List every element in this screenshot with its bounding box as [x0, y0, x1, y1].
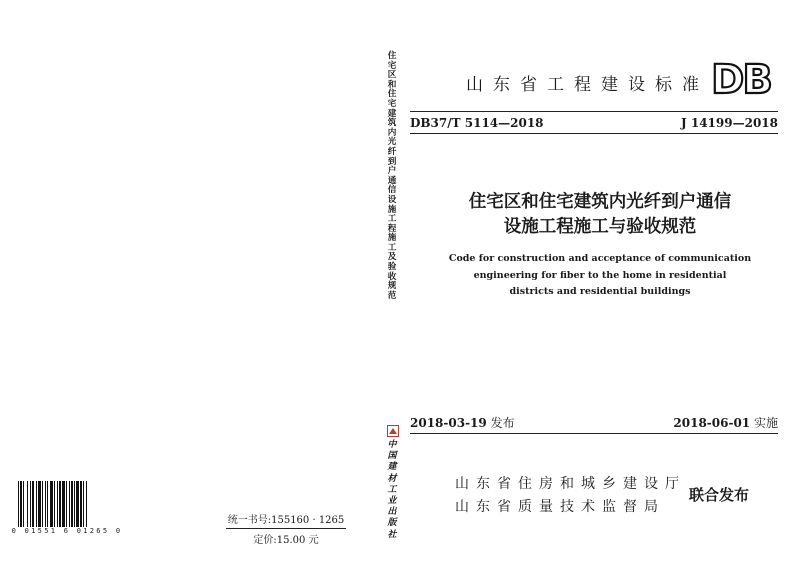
- spine-title-char: 和: [387, 79, 397, 90]
- spine-publisher-char: 版: [387, 518, 397, 529]
- implementation-date-value: 2018-06-01: [673, 416, 751, 430]
- issuer-2: 山东省质量技术监督局: [455, 499, 665, 515]
- spine-publisher-char: 社: [387, 529, 397, 540]
- barcode-bar: [42, 481, 43, 527]
- spine-publisher-char: 建: [387, 462, 397, 473]
- implementation-label: 实施: [753, 416, 778, 430]
- spine-title-char: 住: [387, 89, 397, 100]
- spine-title-char: 建: [387, 108, 397, 119]
- barcode-bar: [71, 481, 73, 527]
- code-rule: [410, 133, 778, 134]
- barcode-bar: [57, 481, 58, 527]
- title-en-line: Code for construction and acceptance of communication: [448, 253, 752, 264]
- spine-publisher-char: 工: [387, 484, 397, 495]
- barcode-bars: [18, 481, 116, 527]
- spine-title-char: 收: [387, 271, 397, 282]
- barcode-bar: [30, 481, 31, 527]
- spine-publisher-char: 出: [387, 507, 397, 518]
- db-logo-text: DB: [711, 58, 771, 98]
- spine-publisher-char: 国: [387, 451, 397, 462]
- spine-publisher-char: 材: [387, 473, 397, 484]
- spine-title-char: 内: [387, 127, 397, 138]
- title-cn-line: 住宅区和住宅建筑内光纤到户通信: [468, 192, 732, 212]
- spine-title-char: 宅: [387, 60, 397, 71]
- issue-date-value: 2018-03-19: [410, 416, 487, 430]
- spine-title-char: 到: [387, 156, 397, 167]
- standard-header: 山东省工程建设标准: [466, 75, 709, 95]
- title-cn-line: 设施工程施工与验收规范: [503, 217, 697, 237]
- spine-title-char: 住: [387, 51, 397, 61]
- spine-title-char: 验: [387, 262, 397, 273]
- barcode-bar: [80, 481, 82, 527]
- db-logo: [705, 58, 777, 98]
- barcode-bar: [32, 481, 34, 527]
- spine-title-char: 范: [387, 290, 397, 301]
- joint-issue: 联合发布: [689, 486, 750, 504]
- spine-title-char: 户: [387, 166, 397, 177]
- barcode-bar: [47, 481, 48, 527]
- barcode-bar: [50, 481, 53, 527]
- barcode-bar: [45, 481, 46, 527]
- title-en: [420, 251, 780, 301]
- filing-code: J 14199—2018: [680, 116, 778, 130]
- spine-title-char: 工: [387, 214, 397, 225]
- date-rule: [410, 433, 778, 434]
- publisher-logo-icon: [387, 425, 399, 437]
- barcode-bar: [20, 481, 22, 527]
- barcode-digits: 0 01551 6 01265 0: [11, 527, 123, 535]
- standard-code: DB37/T 5114—2018: [410, 116, 544, 130]
- price-block: [226, 511, 346, 546]
- issuer-1: 山东省住房和城乡建设厅: [455, 476, 686, 492]
- barcode-bar: [23, 481, 24, 527]
- spine-title-char: 纤: [387, 146, 397, 157]
- barcode-bar: [38, 481, 41, 527]
- spine-title-char: 信: [387, 185, 397, 196]
- barcode: [8, 481, 126, 539]
- spine-title-char: 设: [387, 194, 397, 205]
- barcode-bar: [36, 481, 37, 527]
- spine-publisher: [385, 440, 399, 541]
- spine-title-char: 程: [387, 223, 397, 234]
- barcode-bar: [69, 481, 70, 527]
- barcode-bar: [18, 481, 19, 527]
- spine-title-char: 宅: [387, 98, 397, 109]
- barcode-bar: [74, 481, 75, 527]
- implementation-date: [673, 414, 778, 431]
- barcode-bar: [62, 481, 65, 527]
- title-cn: [420, 190, 780, 240]
- spine-title-char: 施: [387, 204, 397, 215]
- spine-title-char: 光: [387, 137, 397, 148]
- barcode-bar: [27, 481, 28, 527]
- issue-label: 发布: [490, 416, 515, 430]
- spine-title-char: 筑: [387, 118, 397, 129]
- spine-title-char: 工: [387, 242, 397, 253]
- spine-title-char: 通: [387, 175, 397, 186]
- spine-publisher-char: 中: [387, 440, 397, 450]
- barcode-bar: [66, 481, 67, 527]
- price: 定价:15.00 元: [253, 535, 319, 546]
- spine-title-char: 施: [387, 233, 397, 244]
- spine-publisher-char: 业: [387, 496, 397, 507]
- spine-title-char: 区: [387, 70, 397, 81]
- spine-title-char: 及: [387, 252, 397, 263]
- barcode-bar: [76, 481, 79, 527]
- barcode-bar: [54, 481, 55, 527]
- title-en-line: engineering for fiber to the home in residential: [473, 269, 727, 281]
- unified-book-number: 统一书号:155160 · 1265: [226, 511, 346, 529]
- title-en-line: districts and residential buildings: [509, 286, 691, 297]
- spine-title: [385, 52, 399, 301]
- spine-title-char: 规: [387, 281, 397, 292]
- barcode-bar: [59, 481, 61, 527]
- issue-date: [410, 414, 515, 431]
- barcode-bar: [83, 481, 84, 527]
- top-rule: [410, 111, 778, 112]
- barcode-bar: [86, 481, 87, 527]
